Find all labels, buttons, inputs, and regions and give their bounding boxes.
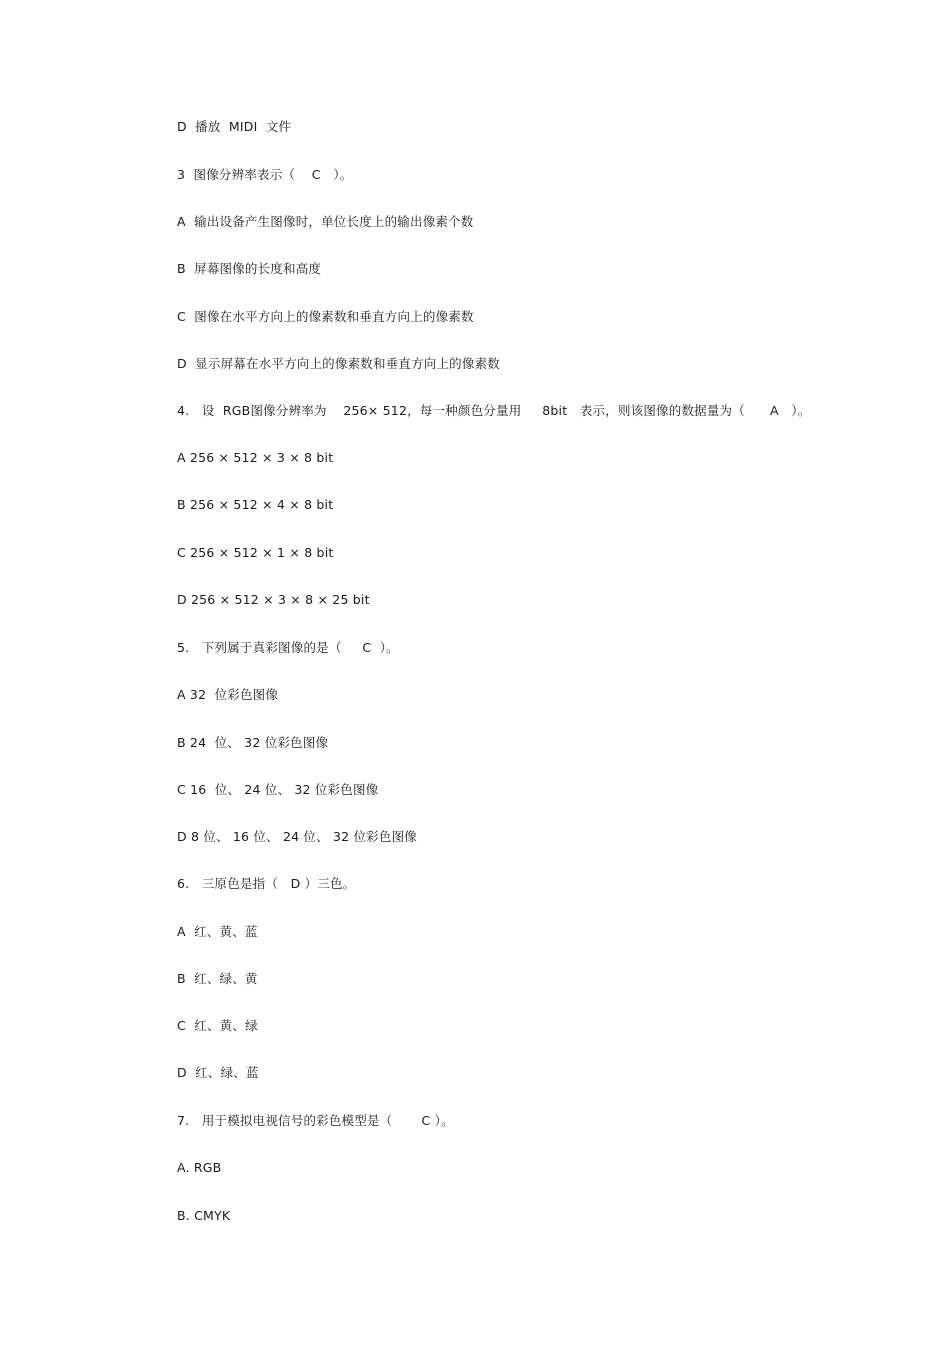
option-line: B 屏幕图像的长度和高度 xyxy=(177,261,322,276)
option-line: D 播放 MIDI 文件 xyxy=(177,119,292,134)
option-line: A 红、黄、蓝 xyxy=(177,924,258,939)
question-line: 6. 三原色是指（ D ）三色。 xyxy=(177,876,356,891)
option-line: B 24 位、 32 位彩色图像 xyxy=(177,735,329,750)
question-line: 3 图像分辨率表示（ C ）。 xyxy=(177,167,353,182)
question-line: 5. 下列属于真彩图像的是（ C ）。 xyxy=(177,640,399,655)
option-line: A 32 位彩色图像 xyxy=(177,687,279,702)
option-line: D 显示屏幕在水平方向上的像素数和垂直方向上的像素数 xyxy=(177,356,500,371)
option-line: D 256 × 512 × 3 × 8 × 25 bit xyxy=(177,592,370,607)
option-line: B. CMYK xyxy=(177,1208,231,1223)
option-line: D 红、绿、蓝 xyxy=(177,1065,259,1080)
option-line: B 256 × 512 × 4 × 8 bit xyxy=(177,497,334,512)
option-line: A. RGB xyxy=(177,1160,222,1175)
option-line: B 红、绿、黄 xyxy=(177,971,258,986)
option-line: C 16 位、 24 位、 32 位彩色图像 xyxy=(177,782,379,797)
option-line: C 256 × 512 × 1 × 8 bit xyxy=(177,545,334,560)
question-line: 4. 设 RGB图像分辨率为 256× 512，每一种颜色分量用 8bit 表示，则该图像的数据量为（ A ）。 xyxy=(177,403,811,418)
option-line: A 256 × 512 × 3 × 8 bit xyxy=(177,450,334,465)
option-line: D 8 位、 16 位、 24 位、 32 位彩色图像 xyxy=(177,829,417,844)
option-line: C 红、黄、绿 xyxy=(177,1018,258,1033)
option-line: A 输出设备产生图像时，单位长度上的输出像素个数 xyxy=(177,214,474,229)
question-line: 7. 用于模拟电视信号的彩色模型是（ C ）。 xyxy=(177,1113,454,1128)
option-line: C 图像在水平方向上的像素数和垂直方向上的像素数 xyxy=(177,309,474,324)
